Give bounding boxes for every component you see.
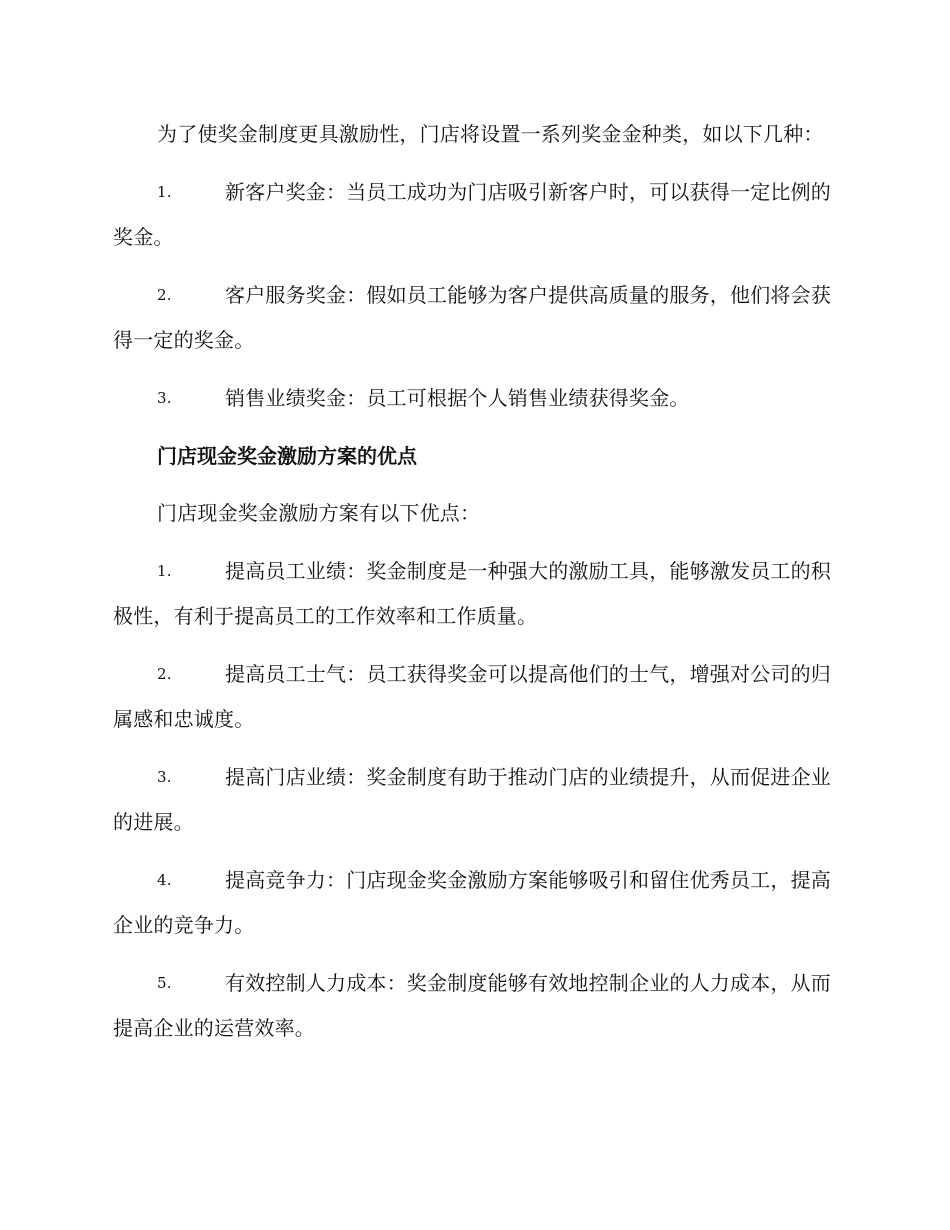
list-item bbox=[113, 755, 833, 845]
list-number: 2. bbox=[157, 286, 172, 304]
list-number: 3. bbox=[157, 768, 172, 786]
list-text: 销售业绩奖金：员工可根据个人销售业绩获得奖金。 bbox=[225, 386, 690, 410]
document-body bbox=[113, 112, 833, 1064]
list-item bbox=[113, 961, 833, 1051]
list-text: 有效控制人力成本：奖金制度能够有效地控制企业的人力成本，从而提高企业的运营效率。 bbox=[113, 971, 831, 1040]
list-item bbox=[113, 858, 833, 948]
list-text: 新客户奖金：当员工成功为门店吸引新客户时，可以获得一定比例的奖金。 bbox=[113, 180, 831, 249]
list-number: 2. bbox=[157, 665, 172, 683]
list-text: 提高门店业绩：奖金制度有助于推动门店的业绩提升，从而促进企业的进展。 bbox=[113, 765, 831, 834]
list-item bbox=[113, 549, 833, 639]
section-heading: 门店现金奖金激励方案的优点 bbox=[157, 444, 417, 468]
section-intro-paragraph: 门店现金奖金激励方案有以下优点： bbox=[157, 501, 481, 525]
list-item bbox=[113, 652, 833, 742]
list-number: 1. bbox=[157, 183, 172, 201]
list-number: 5. bbox=[157, 974, 172, 992]
list-text: 客户服务奖金：假如员工能够为客户提供高质量的服务，他们将会获得一定的奖金。 bbox=[113, 283, 831, 352]
intro-paragraph: 为了使奖金制度更具激励性，门店将设置一系列奖金金种类，如以下几种： bbox=[157, 122, 824, 146]
list-text: 提高竞争力：门店现金奖金激励方案能够吸引和留住优秀员工，提高企业的竞争力。 bbox=[113, 868, 831, 937]
list-text: 提高员工业绩：奖金制度是一种强大的激励工具，能够激发员工的积极性，有利于提高员工的工作效率和工作质量。 bbox=[113, 559, 831, 628]
list-item bbox=[113, 376, 833, 421]
list-number: 4. bbox=[157, 871, 172, 889]
list-item bbox=[113, 273, 833, 363]
list-item bbox=[113, 170, 833, 260]
list-number: 1. bbox=[157, 562, 172, 580]
list-number: 3. bbox=[157, 389, 172, 407]
list-text: 提高员工士气：员工获得奖金可以提高他们的士气，增强对公司的归属感和忠诚度。 bbox=[113, 662, 831, 731]
